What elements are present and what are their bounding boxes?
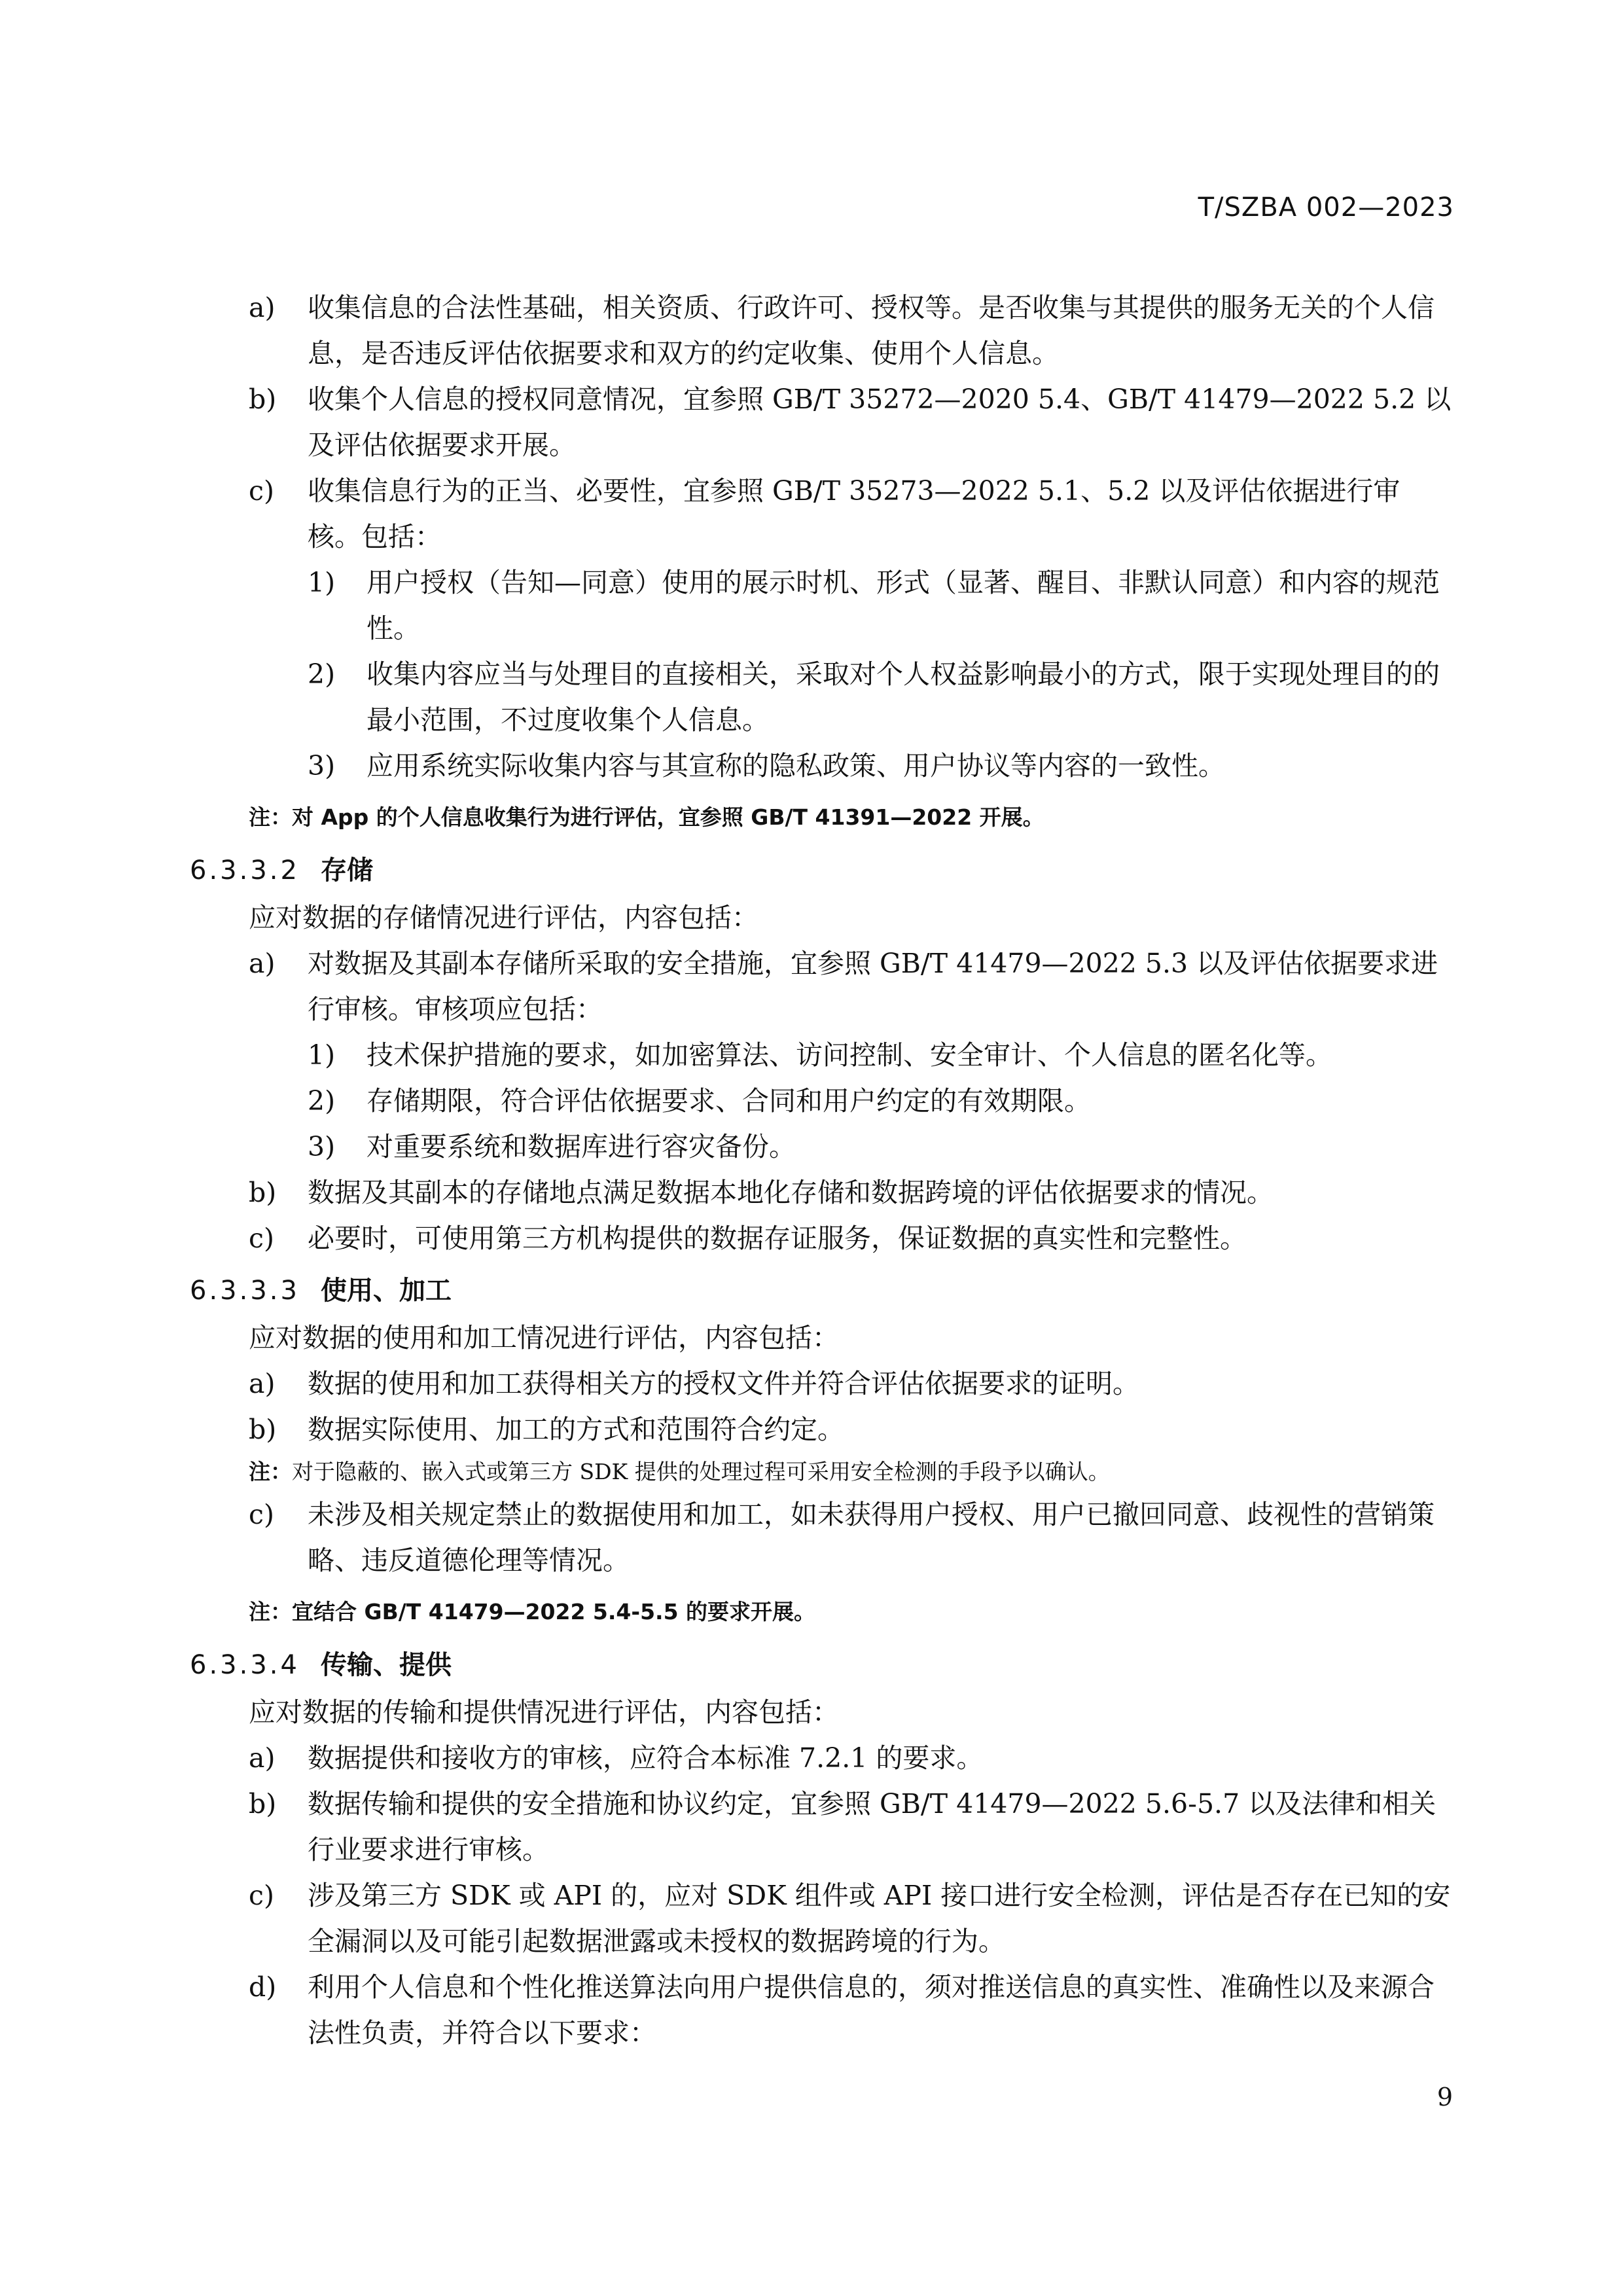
page-number: 9 bbox=[1436, 2083, 1453, 2111]
section-title: 存储 bbox=[321, 855, 373, 886]
list-marker: 2) bbox=[308, 658, 336, 690]
list-marker: 3) bbox=[308, 750, 336, 781]
list-text: 利用个人信息和个性化推送算法向用户提供信息的，须对推送信息的真实性、准确性以及来源合法性负责，并符合以下要求： bbox=[308, 1971, 1435, 2049]
sub-list-item bbox=[190, 1032, 1453, 1078]
section-heading bbox=[190, 1266, 1453, 1315]
sub-list-item bbox=[190, 1078, 1453, 1124]
list-text: 收集信息行为的正当、必要性，宜参照 GB/T 35273—2022 5.1、5.2 以及评估依据进行审核。包括： bbox=[308, 475, 1400, 552]
list-marker: c) bbox=[249, 1223, 274, 1254]
note-label: 注： bbox=[249, 1459, 292, 1484]
list-marker: a) bbox=[249, 948, 276, 979]
page-content bbox=[190, 285, 1453, 2056]
list-item bbox=[190, 1361, 1453, 1407]
section-number: 6.3.3.4 bbox=[190, 1650, 300, 1680]
sub-list-item bbox=[190, 1124, 1453, 1170]
list-marker: a) bbox=[249, 1742, 276, 1774]
list-item bbox=[190, 1735, 1453, 1781]
list-marker: 3) bbox=[308, 1131, 336, 1162]
list-item bbox=[190, 941, 1453, 1032]
list-marker: b) bbox=[249, 1788, 277, 1820]
section-intro: 应对数据的传输和提供情况进行评估，内容包括： bbox=[249, 1696, 839, 1728]
note: 注：对 App 的个人信息收集行为进行评估，宜参照 GB/T 41391—2022 开展。 bbox=[249, 804, 1044, 830]
list-text: 对数据及其副本存储所采取的安全措施，宜参照 GB/T 41479—2022 5.3 以及评估依据要求进行审核。审核项应包括： bbox=[308, 948, 1438, 1025]
list-marker: c) bbox=[249, 1880, 274, 1911]
list-text: 收集个人信息的授权同意情况，宜参照 GB/T 35272—2020 5.4、GB/T 41479—2022 5.2 以及评估依据要求开展。 bbox=[308, 384, 1452, 461]
note-text: 对于隐蔽的、嵌入式或第三方 SDK 提供的处理过程可采用安全检测的手段予以确认。 bbox=[292, 1459, 1110, 1484]
list-text: 收集信息的合法性基础，相关资质、行政许可、授权等。是否收集与其提供的服务无关的个人信息，是否违反评估依据要求和双方的约定收集、使用个人信息。 bbox=[308, 292, 1435, 369]
sub-list-item bbox=[190, 743, 1453, 789]
list-text: 涉及第三方 SDK 或 API 的，应对 SDK 组件或 API 接口进行安全检测，评估是否存在已知的安全漏洞以及可能引起数据泄露或未授权的数据跨境的行为。 bbox=[308, 1880, 1451, 1957]
list-marker: a) bbox=[249, 1368, 276, 1399]
sub-list-item bbox=[190, 651, 1453, 743]
list-marker: c) bbox=[249, 475, 274, 507]
list-text: 应用系统实际收集内容与其宣称的隐私政策、用户协议等内容的一致性。 bbox=[366, 750, 1225, 781]
section-number: 6.3.3.2 bbox=[190, 855, 300, 886]
list-item bbox=[190, 1170, 1453, 1215]
list-item bbox=[190, 1781, 1453, 1873]
list-marker: 1) bbox=[308, 567, 336, 598]
list-text: 必要时，可使用第三方机构提供的数据存证服务，保证数据的真实性和完整性。 bbox=[308, 1223, 1247, 1254]
list-marker: 1) bbox=[308, 1039, 336, 1071]
list-text: 存储期限，符合评估依据要求、合同和用户约定的有效期限。 bbox=[366, 1085, 1091, 1117]
list-item bbox=[190, 1873, 1453, 1964]
list-item bbox=[190, 468, 1453, 560]
section-title: 传输、提供 bbox=[321, 1650, 452, 1680]
list-marker: c) bbox=[249, 1499, 274, 1530]
list-text: 技术保护措施的要求，如加密算法、访问控制、安全审计、个人信息的匿名化等。 bbox=[366, 1039, 1332, 1071]
list-text: 数据提供和接收方的审核，应符合本标准 7.2.1 的要求。 bbox=[308, 1742, 984, 1774]
sub-list-item bbox=[190, 560, 1453, 651]
section-title: 使用、加工 bbox=[321, 1276, 452, 1306]
section-heading bbox=[190, 846, 1453, 895]
list-item bbox=[190, 1407, 1453, 1452]
list-marker: b) bbox=[249, 1177, 277, 1208]
inline-note bbox=[190, 1452, 1453, 1492]
list-item bbox=[190, 285, 1453, 376]
section-number: 6.3.3.3 bbox=[190, 1276, 300, 1306]
list-item bbox=[190, 1964, 1453, 2056]
section-heading bbox=[190, 1641, 1453, 1689]
list-marker: b) bbox=[249, 384, 277, 415]
section-intro: 应对数据的使用和加工情况进行评估，内容包括： bbox=[249, 1322, 839, 1354]
list-marker: d) bbox=[249, 1971, 277, 2003]
list-text: 数据的使用和加工获得相关方的授权文件并符合评估依据要求的证明。 bbox=[308, 1368, 1139, 1399]
document-code: T/SZBA 002—2023 bbox=[1198, 192, 1454, 223]
list-text: 收集内容应当与处理目的直接相关，采取对个人权益影响最小的方式，限于实现处理目的的最小范围，不过度收集个人信息。 bbox=[366, 658, 1440, 736]
note: 注：宜结合 GB/T 41479—2022 5.4-5.5 的要求开展。 bbox=[249, 1599, 816, 1624]
list-marker: 2) bbox=[308, 1085, 336, 1117]
list-text: 对重要系统和数据库进行容灾备份。 bbox=[366, 1131, 796, 1162]
section-intro: 应对数据的存储情况进行评估，内容包括： bbox=[249, 902, 758, 933]
list-text: 未涉及相关规定禁止的数据使用和加工，如未获得用户授权、用户已撤回同意、歧视性的营销策略、违反道德伦理等情况。 bbox=[308, 1499, 1435, 1576]
list-item bbox=[190, 376, 1453, 468]
list-marker: a) bbox=[249, 292, 276, 323]
list-marker: b) bbox=[249, 1414, 277, 1445]
list-item bbox=[190, 1215, 1453, 1261]
list-text: 数据及其副本的存储地点满足数据本地化存储和数据跨境的评估依据要求的情况。 bbox=[308, 1177, 1274, 1208]
list-text: 数据实际使用、加工的方式和范围符合约定。 bbox=[308, 1414, 844, 1445]
list-text: 用户授权（告知—同意）使用的展示时机、形式（显著、醒目、非默认同意）和内容的规范性。 bbox=[366, 567, 1440, 644]
list-item bbox=[190, 1492, 1453, 1583]
list-text: 数据传输和提供的安全措施和协议约定，宜参照 GB/T 41479—2022 5.6-5.7 以及法律和相关行业要求进行审核。 bbox=[308, 1788, 1436, 1865]
